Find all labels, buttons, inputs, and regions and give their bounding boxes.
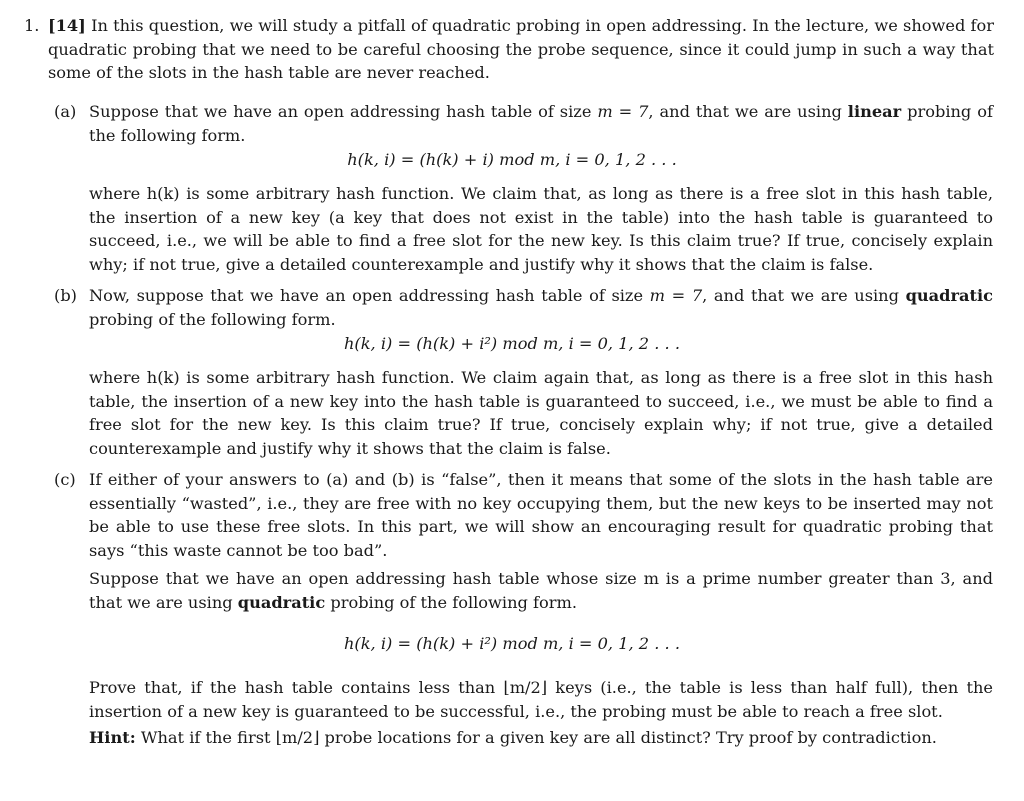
part-c-hint — [89, 726, 993, 750]
part-a-equation: h(k, i) = (h(k) + i) mod m, i = 0, 1, 2 . . . — [347, 150, 677, 169]
part-b-intro-post: probing of the following form. — [89, 309, 336, 329]
part-c-intro: If either of your answers to (a) and (b) is “false”, then it means that some of the slots in the hash table are essentially “wasted”, i.e., they are free with no key occupying them, but the new keys to be inserted may not be able to use these free slots. In this part, we will show an encouraging result for quadratic probing that says “this waste cannot be too bad”. — [89, 470, 993, 560]
part-a-table-size: m = 7 — [597, 102, 649, 121]
part-b-equation: h(k, i) = (h(k) + i²) mod m, i = 0, 1, 2 . . . — [344, 334, 680, 353]
part-c-setup-pre: Suppose that we have an open addressing hash table whose size m is a prime number greater than 3, and that we are using — [89, 569, 993, 612]
part-c-prove: Prove that, if the hash table contains less than ⌊m/2⌋ keys (i.e., the table is less than half full), then the insertion of a new key is guaranteed to be successful, i.e., the probing must be able to reach a free slot. — [89, 678, 993, 721]
part-c-setup-post: probing of the following form. — [330, 592, 577, 612]
part-c-equation: h(k, i) = (h(k) + i²) mod m, i = 0, 1, 2 . . . — [344, 634, 680, 653]
part-a-intro-post: probing of the following form. — [89, 102, 993, 145]
part-c-label: (c) — [54, 470, 76, 489]
part-a-intro — [89, 100, 993, 147]
hint-text: What if the first ⌊m/2⌋ probe locations for a given key are all distinct? Try proof by contradiction. — [140, 728, 937, 747]
part-a-label: (a) — [54, 102, 77, 121]
part-b-table-size: m = 7 — [649, 286, 703, 305]
part-b-probing-type: quadratic — [905, 286, 993, 305]
question-number: 1. — [24, 16, 40, 35]
question-intro-text: In this question, we will study a pitfall of quadratic probing in open addressing. In the lecture, we showed for quadratic probing that we need to be careful choosing the probe sequence, since it could jump in such a way that some of the slots in the hash table are never reached. — [48, 16, 994, 82]
part-b-intro-mid: , and that we are using — [702, 286, 899, 305]
part-b-label: (b) — [54, 286, 77, 305]
part-c-setup — [89, 567, 993, 614]
question-points: [14] — [48, 16, 86, 35]
part-a-claim: where h(k) is some arbitrary hash function. We claim that, as long as there is a free slot in this hash table, the insertion of a new key (a key that does not exist in the table) into the hash table is guaranteed to succeed, i.e., we will be able to find a free slot for the new key. Is this claim true? If true, concisely explain why; if not true, give a detailed counterexample and justify why it shows that the claim is false. — [89, 184, 993, 274]
part-a-intro-mid: , and that we are using — [648, 102, 842, 121]
part-b-intro — [89, 284, 993, 331]
question-intro — [48, 14, 994, 85]
part-a-probing-type: linear — [847, 102, 902, 121]
part-b-intro-pre: Now, suppose that we have an open addressing hash table of size — [89, 286, 644, 305]
part-c-probing-type: quadratic — [237, 592, 326, 612]
part-a-intro-pre: Suppose that we have an open addressing hash table of size — [89, 102, 592, 121]
part-b-claim: where h(k) is some arbitrary hash function. We claim again that, as long as there is a free slot in this hash table, the insertion of a new key into the hash table is guaranteed to succeed, i.e., we must be able to find a free slot for the new key. Is this claim true? If true, concisely explain why; if not true, give a detailed counterexample and justify why it shows that the claim is false. — [89, 368, 993, 458]
hint-label: Hint: — [89, 728, 136, 747]
